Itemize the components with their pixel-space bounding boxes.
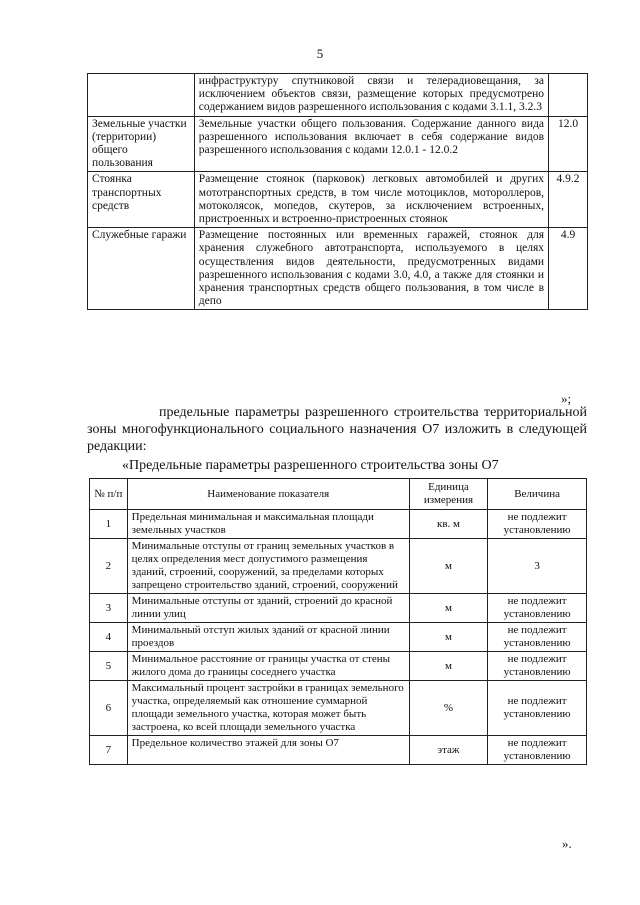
table1-closing-quote: »;: [561, 391, 572, 406]
row-name: Максимальный процент застройки в границах земельного участка, определяемый как отношение суммарной площади земельного участка, которая может быть застроена, ко всей площади земельного участка: [127, 681, 409, 736]
use-code: 4.9: [549, 228, 588, 310]
row-unit: м: [409, 652, 487, 681]
row-name: Предельная минимальная и максимальная площади земельных участков: [127, 510, 409, 539]
row-value: не подлежит установлению: [488, 510, 587, 539]
use-name: Стоянка транспортных средств: [88, 172, 195, 228]
header-unit: Единица измерения: [409, 479, 487, 510]
use-description: Размещение стоянок (парковок) легковых автомобилей и других мототранспортных средств, в том числе мотоциклов, мотороллеров, мотоколясок, мопедов, скутеров, за исключением встроенных, пристроенных и встроенно-пристроенных стоянок: [194, 172, 548, 228]
row-unit: кв. м: [409, 510, 487, 539]
row-num: 7: [90, 736, 128, 765]
row-value: не подлежит установлению: [488, 681, 587, 736]
use-name: [88, 74, 195, 117]
row-name: Минимальные отступы от зданий, строений до красной линии улиц: [127, 594, 409, 623]
table-row: [88, 172, 588, 228]
use-code: 12.0: [549, 116, 588, 172]
body-paragraph: предельные параметры разрешенного строительства территориальной зоны многофункционального социального назначения О7 изложить в следующей редакции:: [87, 405, 587, 454]
table-row: [88, 228, 588, 310]
row-value: не подлежит установлению: [488, 652, 587, 681]
table2-closing-quote: ».: [562, 836, 572, 851]
row-num: 5: [90, 652, 128, 681]
table-row: [90, 594, 587, 623]
page-number: 5: [316, 46, 324, 61]
row-value: 3: [488, 539, 587, 594]
row-num: 2: [90, 539, 128, 594]
table-row: [90, 539, 587, 594]
row-num: 1: [90, 510, 128, 539]
row-unit: м: [409, 623, 487, 652]
table-row: [90, 623, 587, 652]
table-row: [88, 116, 588, 172]
table-row: [90, 510, 587, 539]
table-row: [88, 74, 588, 117]
parameters-table: [89, 478, 587, 765]
row-name: Предельное количество этажей для зоны О7: [127, 736, 409, 765]
row-name: Минимальное расстояние от границы участка от стены жилого дома до границы соседнего участка: [127, 652, 409, 681]
row-unit: м: [409, 594, 487, 623]
row-num: 3: [90, 594, 128, 623]
table-row: [90, 681, 587, 736]
table-row: [90, 652, 587, 681]
table-row: [90, 736, 587, 765]
row-unit: %: [409, 681, 487, 736]
row-name: Минимальные отступы от границ земельных участков в целях определения мест допустимого размещения зданий, строений, сооружений, за пределами которых запрещено строительство зданий, строений, сооружений: [127, 539, 409, 594]
use-description: Размещение постоянных или временных гаражей, стоянок для хранения служебного автотранспорта, используемого в целях осуществления видов деятельности, предусмотренных видами разрешенного использования с кодами 3.0, 4.0, а также для стоянки и хранения транспортных средств общего пользования, в том числе в депо: [194, 228, 548, 310]
use-name: Земельные участки (территории) общего пользования: [88, 116, 195, 172]
row-value: не подлежит установлению: [488, 736, 587, 765]
use-description: Земельные участки общего пользования. Содержание данного вида разрешенного использования включает в себя содержание видов разрешенного использования с кодами 12.0.1 - 12.0.2: [194, 116, 548, 172]
land-use-table: [87, 73, 588, 310]
row-num: 6: [90, 681, 128, 736]
use-code: [549, 74, 588, 117]
section-heading: «Предельные параметры разрешенного строительства зоны О7: [122, 458, 499, 473]
row-name: Минимальный отступ жилых зданий от красной линии проездов: [127, 623, 409, 652]
row-unit: этаж: [409, 736, 487, 765]
table-header-row: [90, 479, 587, 510]
row-value: не подлежит установлению: [488, 623, 587, 652]
use-name: Служебные гаражи: [88, 228, 195, 310]
use-description: инфраструктуру спутниковой связи и телерадиовещания, за исключением объектов связи, размещение которых предусмотрено содержанием видов разрешенного использования с кодами 3.1.1, 3.2.3: [194, 74, 548, 117]
header-num: № п/п: [90, 479, 128, 510]
row-unit: м: [409, 539, 487, 594]
header-value: Величина: [488, 479, 587, 510]
row-value: не подлежит установлению: [488, 594, 587, 623]
header-name: Наименование показателя: [127, 479, 409, 510]
row-num: 4: [90, 623, 128, 652]
use-code: 4.9.2: [549, 172, 588, 228]
